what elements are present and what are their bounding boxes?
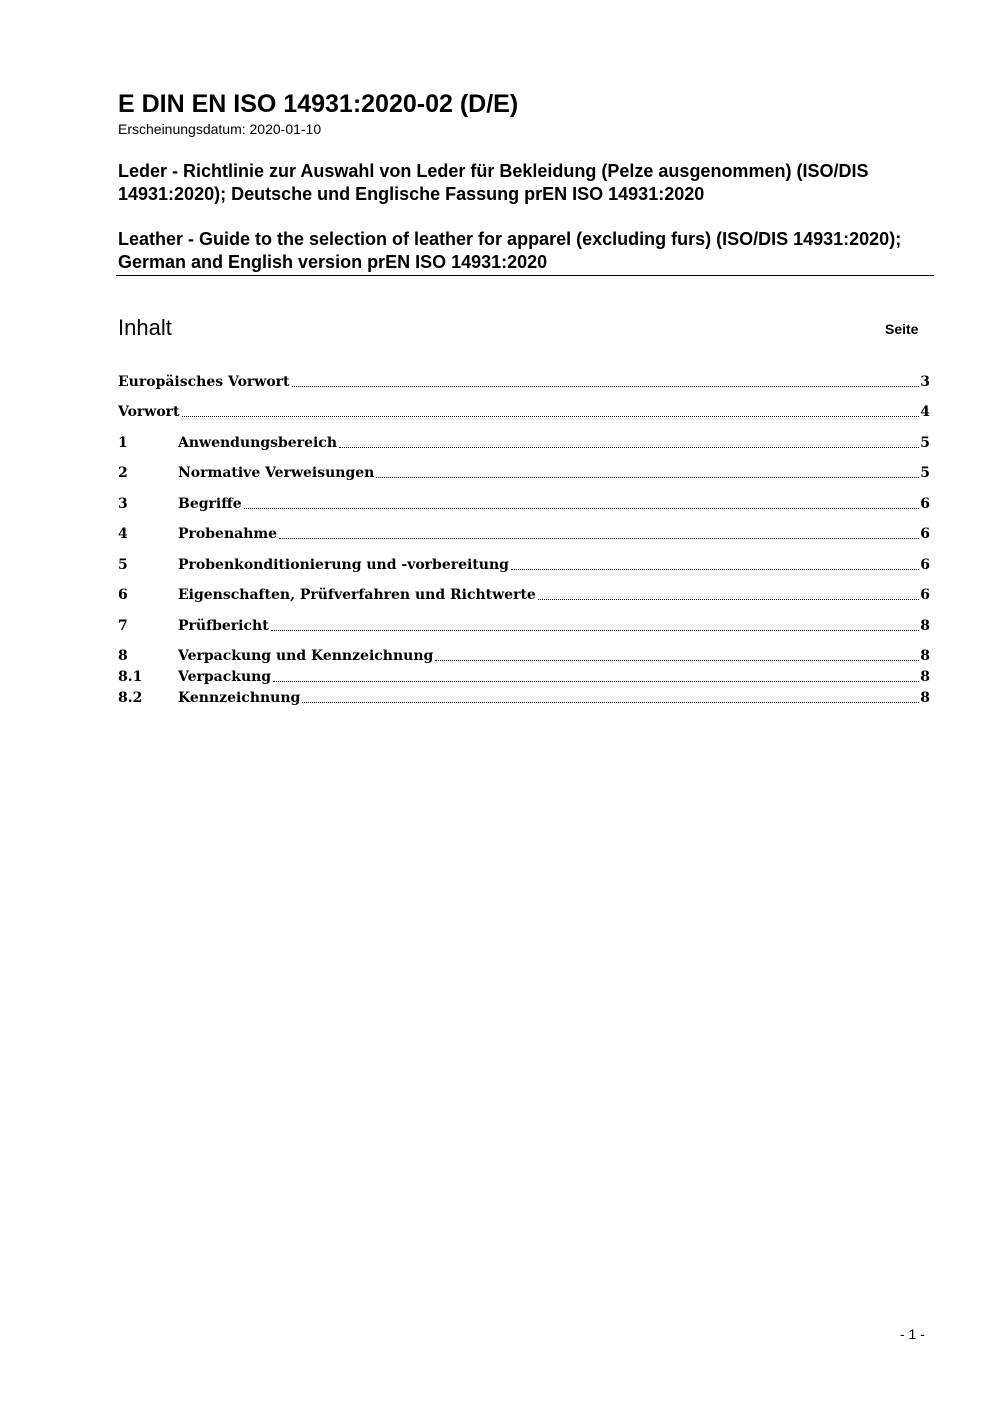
toc-dot-leader: [435, 660, 919, 661]
toc-entry[interactable]: [118, 523, 930, 543]
toc-dot-leader: [271, 630, 920, 631]
toc-entry-title: Eigenschaften, Prüfverfahren und Richtwerte: [178, 587, 536, 603]
toc-dot-leader: [279, 538, 919, 539]
toc-entry-number: 7: [118, 618, 128, 634]
toc-entry-page: 6: [920, 557, 930, 573]
toc-entry[interactable]: [118, 687, 930, 707]
toc-entry[interactable]: [118, 645, 930, 665]
toc-entry[interactable]: [118, 401, 930, 421]
toc-entry-title: Verpackung und Kennzeichnung: [178, 648, 434, 664]
toc-heading: Inhalt: [118, 315, 172, 340]
toc-entry-title: Vorwort: [118, 404, 180, 420]
toc-entry-page: 5: [920, 465, 930, 481]
toc-entry[interactable]: [118, 462, 930, 482]
toc-entry-number: 4: [118, 526, 128, 542]
toc-dot-leader: [182, 416, 920, 417]
toc-dot-leader: [292, 386, 920, 387]
toc-dot-leader: [273, 681, 919, 682]
toc-dot-leader: [511, 569, 919, 570]
toc-entry-page: 8: [920, 648, 930, 664]
document-id: E DIN EN ISO 14931:2020-02 (D/E): [118, 90, 519, 118]
toc-entry-title: Verpackung: [178, 669, 272, 685]
toc-entry-number: 5: [118, 557, 128, 573]
toc-entry-title: Probenkonditionierung und -vorbereitung: [178, 557, 509, 573]
toc-entry-title: Normative Verweisungen: [178, 465, 375, 481]
toc-entry-page: 8: [920, 669, 930, 685]
toc-entry[interactable]: [118, 554, 930, 574]
toc-entry-page: 6: [920, 496, 930, 512]
publication-date: Erscheinungsdatum: 2020-01-10: [118, 121, 322, 137]
toc-entry-number: 2: [118, 465, 128, 481]
toc-dot-leader: [376, 477, 919, 478]
toc-entry[interactable]: [118, 432, 930, 452]
title-german: Leder - Richtlinie zur Auswahl von Leder für Bekleidung (Pelze ausgenommen) (ISO/DIS 14931:2020); Deutsche und Englische Fassung prEN ISO 14931:2020: [118, 161, 869, 204]
toc-entry-page: 3: [920, 374, 930, 390]
toc-dot-leader: [339, 447, 919, 448]
toc-entry-number: 8: [118, 648, 128, 664]
toc-entry[interactable]: [118, 666, 930, 686]
toc-dot-leader: [302, 702, 919, 703]
title-english: Leather - Guide to the selection of leather for apparel (excluding furs) (ISO/DIS 14931:2020); German and English version prEN ISO 14931:2020: [118, 229, 902, 272]
toc-entry[interactable]: [118, 493, 930, 513]
toc-entry-page: 5: [920, 435, 930, 451]
toc-entry[interactable]: [118, 584, 930, 604]
toc-dot-leader: [538, 599, 919, 600]
toc-entry-page: 6: [920, 526, 930, 542]
toc-entry-number: 6: [118, 587, 128, 603]
toc-entry[interactable]: [118, 615, 930, 635]
toc-entry-number: 3: [118, 496, 128, 512]
toc-entry-title: Prüfbericht: [178, 618, 269, 634]
page-number: - 1 -: [900, 1326, 925, 1342]
toc-entry-title: Probenahme: [178, 526, 278, 542]
header-divider: [116, 275, 934, 276]
toc-entry-title: Anwendungsbereich: [178, 435, 337, 451]
toc-entry-number: 8.1: [118, 669, 143, 685]
toc-entry-title: Begriffe: [178, 496, 242, 512]
toc-entry-page: 4: [920, 404, 930, 420]
toc-entry-title: Kennzeichnung: [178, 690, 301, 706]
toc-entry-page: 6: [920, 587, 930, 603]
toc-entry-page: 8: [920, 690, 930, 706]
toc-dot-leader: [244, 508, 920, 509]
toc-page-column-label: Seite: [885, 321, 919, 337]
toc-entry-number: 8.2: [118, 690, 143, 706]
toc-entry-title: Europäisches Vorwort: [118, 374, 290, 390]
toc-entry-number: 1: [118, 435, 128, 451]
toc-entry-page: 8: [920, 618, 930, 634]
toc-entry[interactable]: [118, 371, 930, 391]
